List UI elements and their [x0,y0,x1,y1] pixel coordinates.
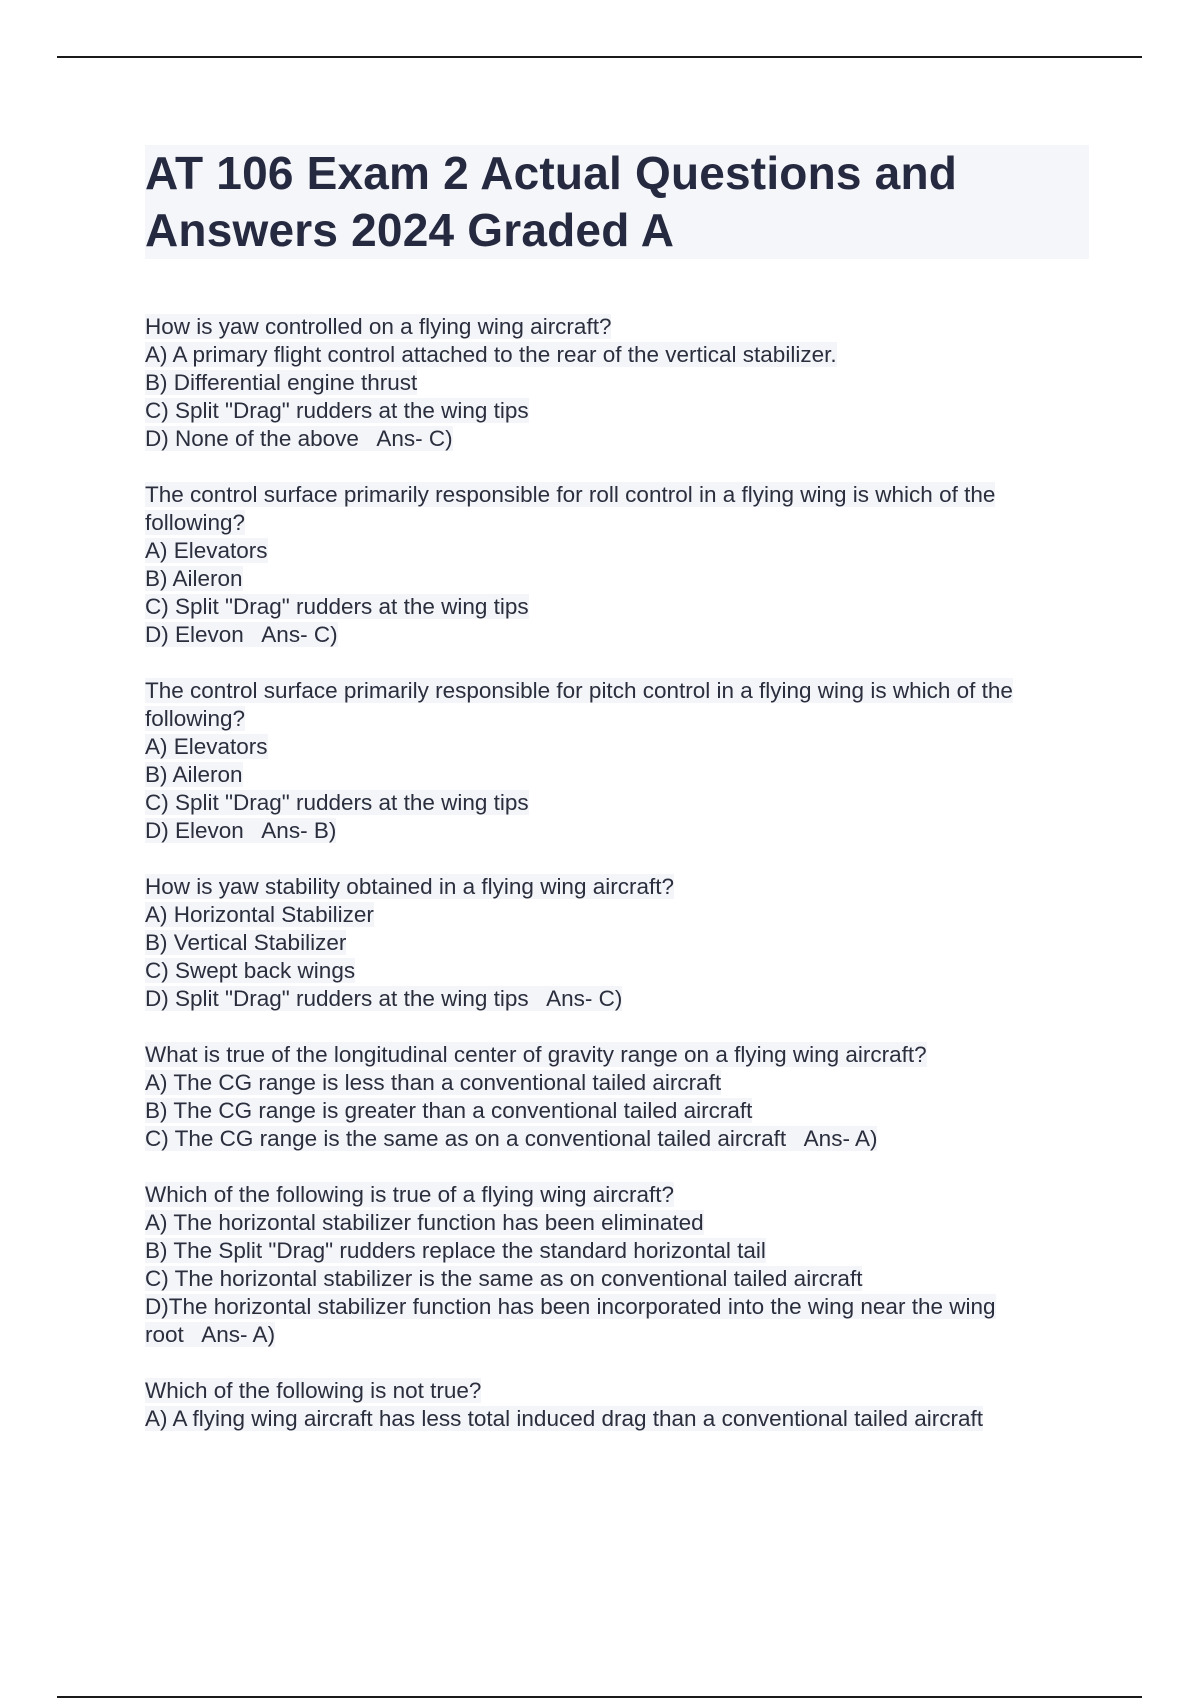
question-1 [145,313,1089,453]
answer-option: B) Vertical Stabilizer [145,930,347,955]
answer-option: B) Differential engine thrust [145,370,418,395]
question-text: Which of the following is not true? [145,1378,482,1403]
answer-option-with-answer: root Ans- A) [145,1322,276,1347]
answer-option: C) Split "Drag" rudders at the wing tips [145,594,529,619]
answer-option-with-answer: C) The CG range is the same as on a conventional tailed aircraft Ans- A) [145,1126,878,1151]
question-7 [145,1377,1089,1433]
answer-option: C) Swept back wings [145,958,356,983]
question-text: What is true of the longitudinal center of gravity range on a flying wing aircraft? [145,1042,927,1067]
question-text: The control surface primarily responsible for pitch control in a flying wing is which of the [145,678,1013,703]
answer-option: A) Elevators [145,734,268,759]
question-text: How is yaw stability obtained in a flying wing aircraft? [145,874,674,899]
top-rule [57,56,1142,58]
bottom-rule [57,1696,1142,1698]
title-line-2: Answers 2024 Graded A [145,204,675,256]
answer-option-with-answer: D) Split "Drag" rudders at the wing tips Ans- C) [145,986,623,1011]
answer-option: B) The CG range is greater than a conventional tailed aircraft [145,1098,753,1123]
answer-option: A) A flying wing aircraft has less total induced drag than a conventional tailed aircraft [145,1406,983,1431]
question-2 [145,481,1089,649]
question-3 [145,677,1089,845]
answer-option: B) The Split "Drag" rudders replace the standard horizontal tail [145,1238,766,1263]
question-text: following? [145,510,246,535]
question-list [145,313,1089,1461]
answer-option: A) Elevators [145,538,268,563]
answer-option: B) Aileron [145,762,243,787]
answer-option: C) The horizontal stabilizer is the same as on conventional tailed aircraft [145,1266,863,1291]
question-text: The control surface primarily responsible for roll control in a flying wing is which of the [145,482,996,507]
answer-option: B) Aileron [145,566,243,591]
answer-option-with-answer: D) Elevon Ans- C) [145,622,338,647]
document-title [145,145,1089,259]
question-text: Which of the following is true of a flying wing aircraft? [145,1182,674,1207]
answer-option-with-answer: D) None of the above Ans- C) [145,426,453,451]
question-text: How is yaw controlled on a flying wing aircraft? [145,314,612,339]
answer-option: A) The horizontal stabilizer function has been eliminated [145,1210,704,1235]
question-text: following? [145,706,246,731]
answer-option: C) Split "Drag" rudders at the wing tips [145,790,529,815]
answer-option: A) A primary flight control attached to the rear of the vertical stabilizer. [145,342,837,367]
answer-option: D)The horizontal stabilizer function has been incorporated into the wing near the wing [145,1294,996,1319]
question-6 [145,1181,1089,1349]
title-line-1: AT 106 Exam 2 Actual Questions and [145,147,958,199]
answer-option: A) The CG range is less than a conventional tailed aircraft [145,1070,722,1095]
answer-option: C) Split "Drag" rudders at the wing tips [145,398,529,423]
question-5 [145,1041,1089,1153]
answer-option: A) Horizontal Stabilizer [145,902,374,927]
answer-option-with-answer: D) Elevon Ans- B) [145,818,337,843]
question-4 [145,873,1089,1013]
